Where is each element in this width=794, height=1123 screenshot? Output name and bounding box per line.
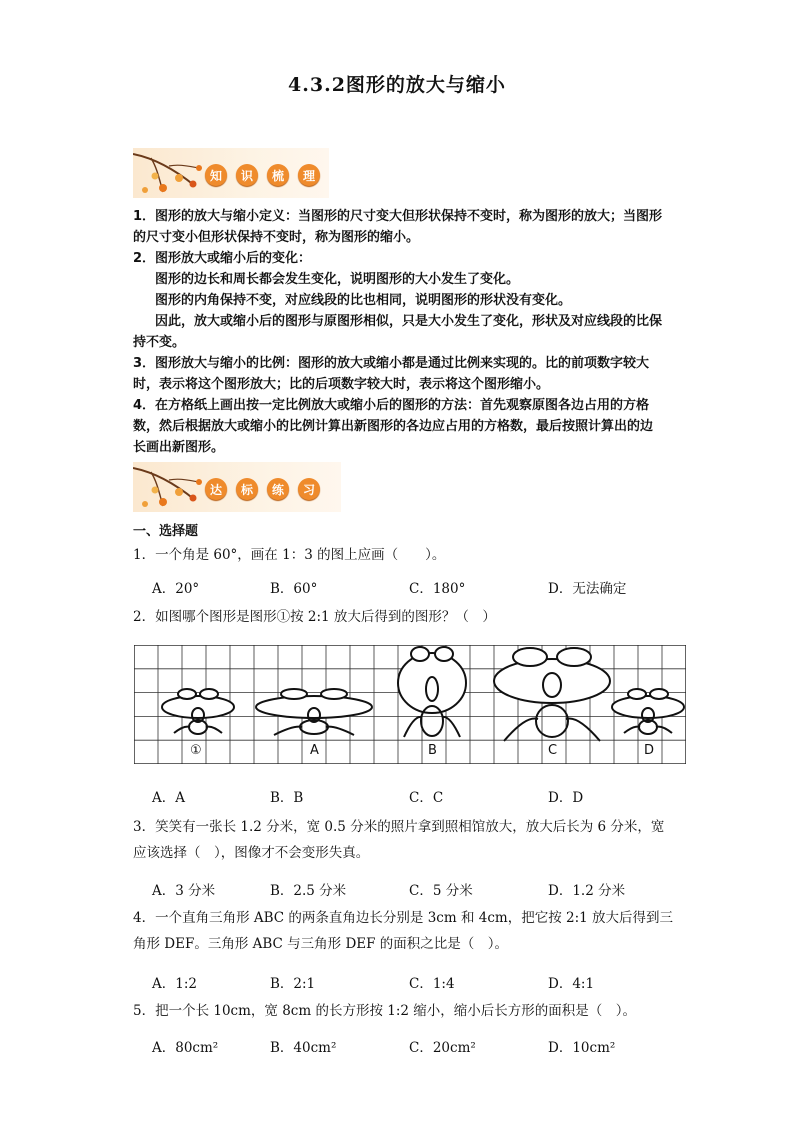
option[interactable]: C．5 分米 bbox=[409, 883, 473, 899]
knowledge-point: 图形的内角保持不变，对应线段的比也相同，说明图形的形状没有变化。 bbox=[155, 293, 572, 308]
option[interactable]: C．180° bbox=[409, 581, 466, 597]
maple-branch-icon bbox=[133, 148, 213, 198]
knowledge-point: 2．图形放大或缩小后的变化： bbox=[133, 251, 312, 266]
option[interactable]: B．B bbox=[270, 790, 304, 806]
banner-char: 习 bbox=[298, 478, 320, 500]
banner-char: 理 bbox=[298, 164, 320, 186]
option[interactable]: A．80cm² bbox=[152, 1040, 219, 1056]
section-heading: 一、选择题 bbox=[133, 524, 199, 539]
frog-b-icon bbox=[398, 647, 466, 737]
frog-grid-svg bbox=[134, 645, 686, 764]
figure-label: D bbox=[644, 743, 655, 758]
question-4 bbox=[133, 905, 673, 957]
question-5 bbox=[133, 998, 673, 1024]
question-text: 3．笑笑有一张长 1.2 分米，宽 0.5 分米的照片拿到照相馆放大，放大后长为 6 分米，宽应该选择（ ），图像才不会变形失真。 bbox=[133, 819, 665, 861]
option[interactable]: C．1:4 bbox=[409, 976, 455, 992]
option[interactable]: D．D bbox=[548, 790, 584, 806]
banner-char: 标 bbox=[236, 478, 258, 500]
question-2 bbox=[133, 604, 673, 630]
knowledge-point: 图形的边长和周长都会发生变化，说明图形的大小发生了变化。 bbox=[155, 272, 520, 287]
option[interactable]: D．4:1 bbox=[548, 976, 595, 992]
option[interactable]: B．40cm² bbox=[270, 1040, 337, 1056]
banner-title bbox=[205, 478, 320, 500]
question-text: 1．一个角是 60°，画在 1：3 的图上应画（ ）。 bbox=[133, 547, 446, 563]
question-3 bbox=[133, 814, 673, 866]
option[interactable]: C．C bbox=[409, 790, 444, 806]
practice-banner bbox=[133, 462, 341, 512]
banner-char: 达 bbox=[205, 478, 227, 500]
frog-c-icon bbox=[494, 648, 610, 741]
knowledge-section bbox=[133, 206, 663, 458]
knowledge-point: 因此，放大或缩小后的图形与原图形相似，只是大小发生了变化，形状及对应线段的比保持不变。 bbox=[133, 314, 663, 350]
option[interactable]: A．20° bbox=[152, 581, 200, 597]
option[interactable]: B．2.5 分米 bbox=[270, 883, 347, 899]
option[interactable]: D．无法确定 bbox=[548, 581, 627, 597]
banner-char: 练 bbox=[267, 478, 289, 500]
option[interactable]: B．60° bbox=[270, 581, 318, 597]
page-title: 4.3.2图形的放大与缩小 bbox=[288, 74, 506, 96]
figure-label: C bbox=[548, 743, 558, 758]
knowledge-point: 3．图形放大与缩小的比例：图形的放大或缩小都是通过比例来实现的。比的前项数字较大时，表示将这个图形放大；比的后项数字较大时，表示将这个图形缩小。 bbox=[133, 356, 650, 392]
question-text: 2．如图哪个图形是图形①按 2:1 放大后得到的图形？（ ） bbox=[133, 609, 496, 625]
figure-label: ① bbox=[190, 743, 202, 758]
knowledge-point: 4．在方格纸上画出按一定比例放大或缩小后的图形的方法：首先观察原图各边占用的方格数，然后根据放大或缩小的比例计算出新图形的各边应占用的方格数，最后按照计算出的边长画出新图形。 bbox=[133, 398, 654, 455]
question-text: 5．把一个长 10cm，宽 8cm 的长方形按 1:2 缩小，缩小后长方形的面积是（ ）。 bbox=[133, 1003, 637, 1019]
option[interactable]: A．3 分米 bbox=[152, 883, 216, 899]
banner-char: 知 bbox=[205, 164, 227, 186]
option[interactable]: A．A bbox=[152, 790, 185, 806]
frog-grid-figure bbox=[134, 645, 686, 764]
option[interactable]: B．2:1 bbox=[270, 976, 316, 992]
option[interactable]: C．20cm² bbox=[409, 1040, 476, 1056]
frog-a-icon bbox=[256, 689, 372, 735]
question-1 bbox=[133, 542, 673, 568]
figure-label: B bbox=[428, 743, 437, 758]
figure-label: A bbox=[310, 743, 319, 758]
banner-char: 梳 bbox=[267, 164, 289, 186]
option[interactable]: D．10cm² bbox=[548, 1040, 616, 1056]
banner-title bbox=[205, 164, 320, 186]
frog-original-icon bbox=[162, 689, 234, 734]
banner-char: 识 bbox=[236, 164, 258, 186]
option[interactable]: A．1:2 bbox=[152, 976, 197, 992]
maple-branch-icon bbox=[133, 462, 213, 512]
question-text: 4．一个直角三角形 ABC 的两条直角边长分别是 3cm 和 4cm，把它按 2:1 放大后得到三角形 DEF。三角形 ABC 与三角形 DEF 的面积之比是（ ）。 bbox=[133, 910, 674, 952]
knowledge-point: 1．图形的放大与缩小定义：当图形的尺寸变大但形状保持不变时，称为图形的放大；当图形的尺寸变小但形状保持不变时，称为图形的缩小。 bbox=[133, 209, 663, 245]
knowledge-banner bbox=[133, 148, 329, 198]
frog-d-icon bbox=[612, 689, 684, 734]
option[interactable]: D．1.2 分米 bbox=[548, 883, 626, 899]
